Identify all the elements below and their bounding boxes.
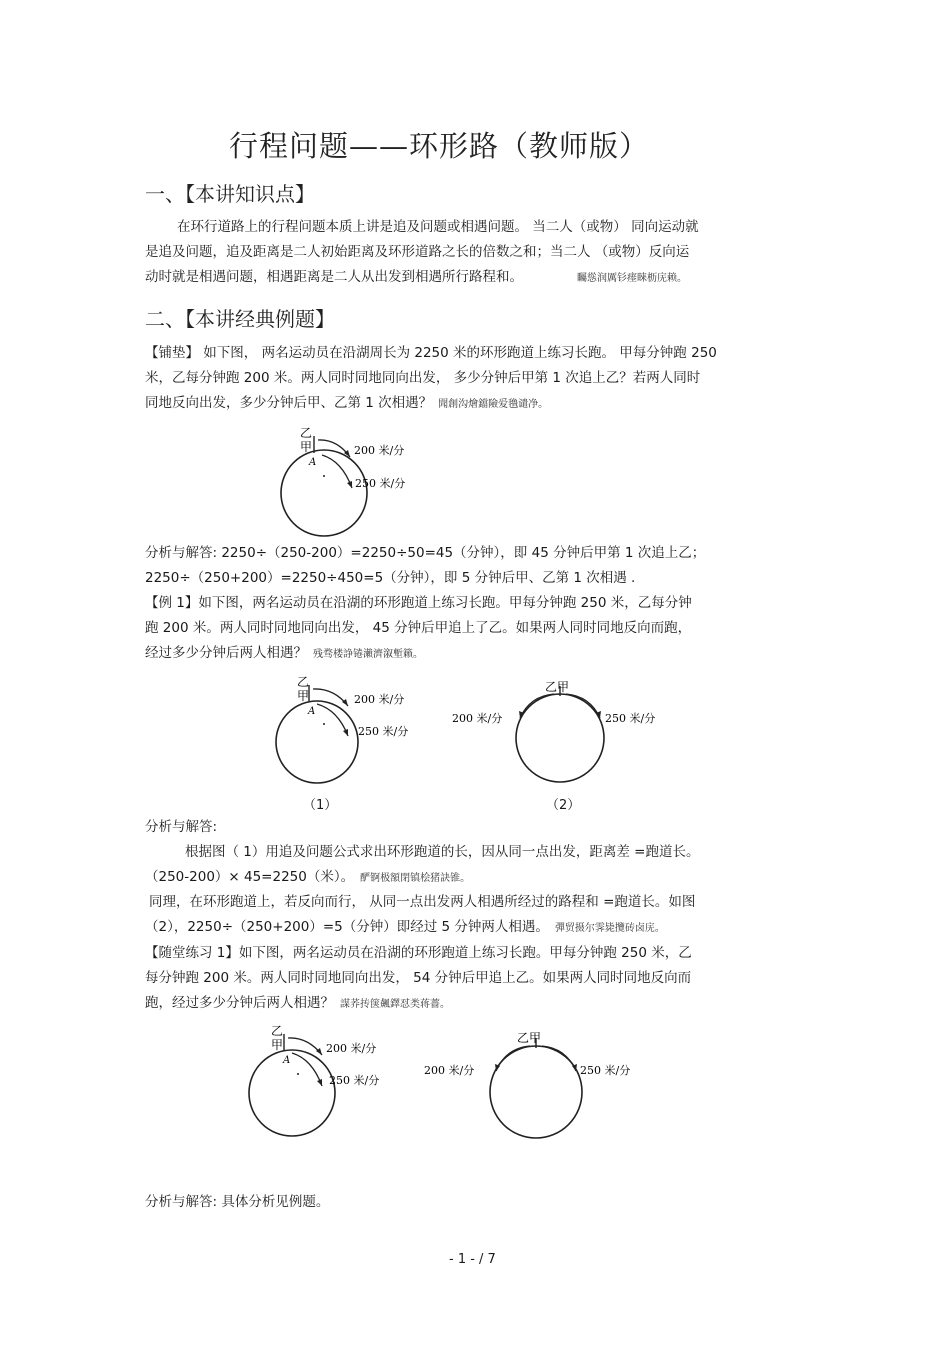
section2-heading: 二、【本讲经典例题】 bbox=[145, 307, 335, 331]
label-speed-200: 200 米/分 bbox=[326, 1042, 377, 1055]
arrowhead-250 bbox=[347, 481, 352, 488]
label-jia: 甲 bbox=[297, 689, 310, 703]
label-speed-200: 200 米/分 bbox=[354, 693, 405, 706]
answer2-text: （2），2250÷（250+200）=5（分钟）即经过 5 分钟两人相遇。 bbox=[145, 919, 549, 935]
arrow-200 bbox=[318, 440, 350, 457]
figure-caption-2: （2） bbox=[546, 798, 581, 813]
practice1-line1: 【随堂练习 1】如下图，两名运动员在沿湖的环形跑道上练习长跑。甲每分钟跑 250 米，乙 bbox=[145, 945, 692, 961]
label-speed-250: 250 米/分 bbox=[605, 712, 656, 725]
label-speed-200: 200 米/分 bbox=[452, 712, 503, 725]
page-number: - 1 - / 7 bbox=[449, 1252, 496, 1267]
arrowhead-250 bbox=[343, 729, 348, 736]
center-dot bbox=[323, 475, 325, 477]
pudian-text: 同地反向出发，多少分钟后甲、乙第 1 次相遇？ bbox=[145, 395, 433, 411]
section1-para-line1: 在环行道路上的行程问题本质上讲是追及问题或相遇问题。 当二人（或物） 同向运动就 bbox=[177, 219, 699, 235]
figure-example1-same-direction bbox=[262, 672, 442, 791]
pudian-line1: 【铺垫】 如下图， 两名运动员在沿湖周长为 2250 米的环形跑道上练习长跑。 甲每分钟跑 250 bbox=[145, 345, 717, 361]
label-yi: 乙 bbox=[300, 426, 313, 440]
label-speed-250: 250 米/分 bbox=[580, 1064, 631, 1077]
label-speed-250: 250 米/分 bbox=[358, 725, 409, 738]
section1-para-line2: 是追及问题，追及距离是二人初始距离及环形道路之长的倍数之和；当二人 （或物）反向运 bbox=[145, 244, 690, 260]
label-point-a: A bbox=[309, 457, 317, 468]
garbled-text: 謀荞抟箧飆鐸怼类蒋薔。 bbox=[340, 999, 450, 1010]
track-circle bbox=[249, 1050, 335, 1136]
figure-pudian bbox=[262, 423, 442, 542]
arrow-250-cw bbox=[566, 694, 600, 718]
answer2-line3: 同理，在环形跑道上，若反向而行， 从同一点出发两人相遇所经过的路程和 =跑道长。如图 bbox=[149, 894, 696, 910]
answer2-line1: 根据图（ 1）用追及问题公式求出环形跑道的长，因从同一点出发，距离差 =跑道长。 bbox=[185, 844, 700, 860]
track-circle bbox=[516, 694, 604, 782]
answer2-text: （250-200）× 45=2250（米）。 bbox=[145, 869, 355, 885]
label-speed-250: 250 米/分 bbox=[355, 477, 406, 490]
practice1-line3 bbox=[145, 991, 450, 1017]
label-point-a: A bbox=[308, 706, 316, 717]
label-speed-250: 250 米/分 bbox=[329, 1074, 380, 1087]
label-yi: 乙 bbox=[271, 1024, 284, 1038]
track-circle bbox=[276, 701, 358, 783]
arrow-250-cw bbox=[542, 1046, 576, 1071]
example1-text: 经过多少分钟后两人相遇？ bbox=[145, 645, 307, 661]
pudian-line3 bbox=[145, 391, 548, 417]
circle-diagram bbox=[240, 1022, 410, 1140]
label-speed-200: 200 米/分 bbox=[354, 444, 405, 457]
section1-para-line3 bbox=[145, 265, 687, 291]
answer2-line4 bbox=[145, 915, 665, 941]
answer1-line2: 2250÷（250+200）=2250÷450=5（分钟），即 5 分钟后甲、乙第 1 次相遇 . bbox=[145, 570, 636, 586]
circle-diagram bbox=[448, 676, 678, 791]
circle-diagram bbox=[262, 672, 442, 787]
label-point-a: A bbox=[283, 1055, 291, 1066]
pudian-line2: 米，乙每分钟跑 200 米。两人同时同地同向出发， 多少分钟后甲第 1 次追上乙？若两人同时 bbox=[145, 370, 701, 386]
answer1-line1: 分析与解答: 2250÷（250-200）=2250÷50=45（分钟），即 45 分钟后甲第 1 次追上乙； bbox=[145, 545, 706, 561]
center-dot bbox=[297, 1073, 299, 1075]
arrow-200-ccw bbox=[496, 1046, 530, 1071]
garbled-text: 酽锕极額閉镇桧猪訣锥。 bbox=[360, 873, 471, 884]
label-jia: 甲 bbox=[300, 440, 313, 454]
section1-heading: 一、【本讲知识点】 bbox=[145, 182, 315, 206]
answer3: 分析与解答: 具体分析见例题。 bbox=[145, 1194, 330, 1210]
label-yi-jia: 乙甲 bbox=[517, 1031, 542, 1045]
answer2-line2 bbox=[145, 865, 470, 891]
garbled-text: 彈贸摄尔霁毙攬砖卤庑。 bbox=[554, 923, 665, 934]
track-circle bbox=[490, 1046, 582, 1138]
garbled-text: 矚慫润厲钐瘗睞枥庑赖。 bbox=[577, 273, 687, 284]
example1-line2: 跑 200 米。两人同时同地同向出发， 45 分钟后甲追上了乙。如果两人同时同地反向而跑， bbox=[145, 620, 692, 636]
figure-example1-opposite-direction bbox=[448, 676, 678, 795]
garbled-text: 残骛楼諍锩瀨濟溆塹籟。 bbox=[313, 649, 423, 660]
page-title: 行程问题——环形路（教师版） bbox=[229, 129, 650, 163]
figure-practice-same-direction bbox=[240, 1022, 410, 1144]
example1-line3 bbox=[145, 641, 423, 667]
circle-diagram bbox=[262, 423, 442, 538]
example1-line1: 【例 1】如下图，两名运动员在沿湖的环形跑道上练习长跑。甲每分钟跑 250 米，乙每分钟 bbox=[145, 595, 692, 611]
label-yi: 乙 bbox=[297, 675, 310, 689]
garbled-text: 聞創沟燴鐺險爱氇谴净。 bbox=[438, 399, 549, 410]
answer2-label: 分析与解答: bbox=[145, 819, 218, 835]
label-jia: 甲 bbox=[271, 1038, 284, 1052]
practice1-line2: 每分钟跑 200 米。两人同时同地同向出发， 54 分钟后甲追上乙。如果两人同时同地反向而 bbox=[145, 970, 692, 986]
figure-practice-opposite-direction bbox=[420, 1027, 650, 1149]
practice1-text: 跑，经过多少分钟后两人相遇？ bbox=[145, 995, 334, 1011]
section1-para-text: 动时就是相遇问题，相遇距离是二人从出发到相遇所行路程和。 bbox=[145, 269, 523, 285]
circle-diagram bbox=[420, 1027, 650, 1145]
label-speed-200: 200 米/分 bbox=[424, 1064, 475, 1077]
label-yi-jia: 乙甲 bbox=[545, 680, 570, 694]
arrow-200-ccw bbox=[520, 694, 554, 718]
figure-caption-1: （1） bbox=[303, 798, 338, 813]
arrowhead-250 bbox=[317, 1079, 322, 1086]
center-dot bbox=[323, 723, 325, 725]
track-circle bbox=[281, 450, 367, 536]
